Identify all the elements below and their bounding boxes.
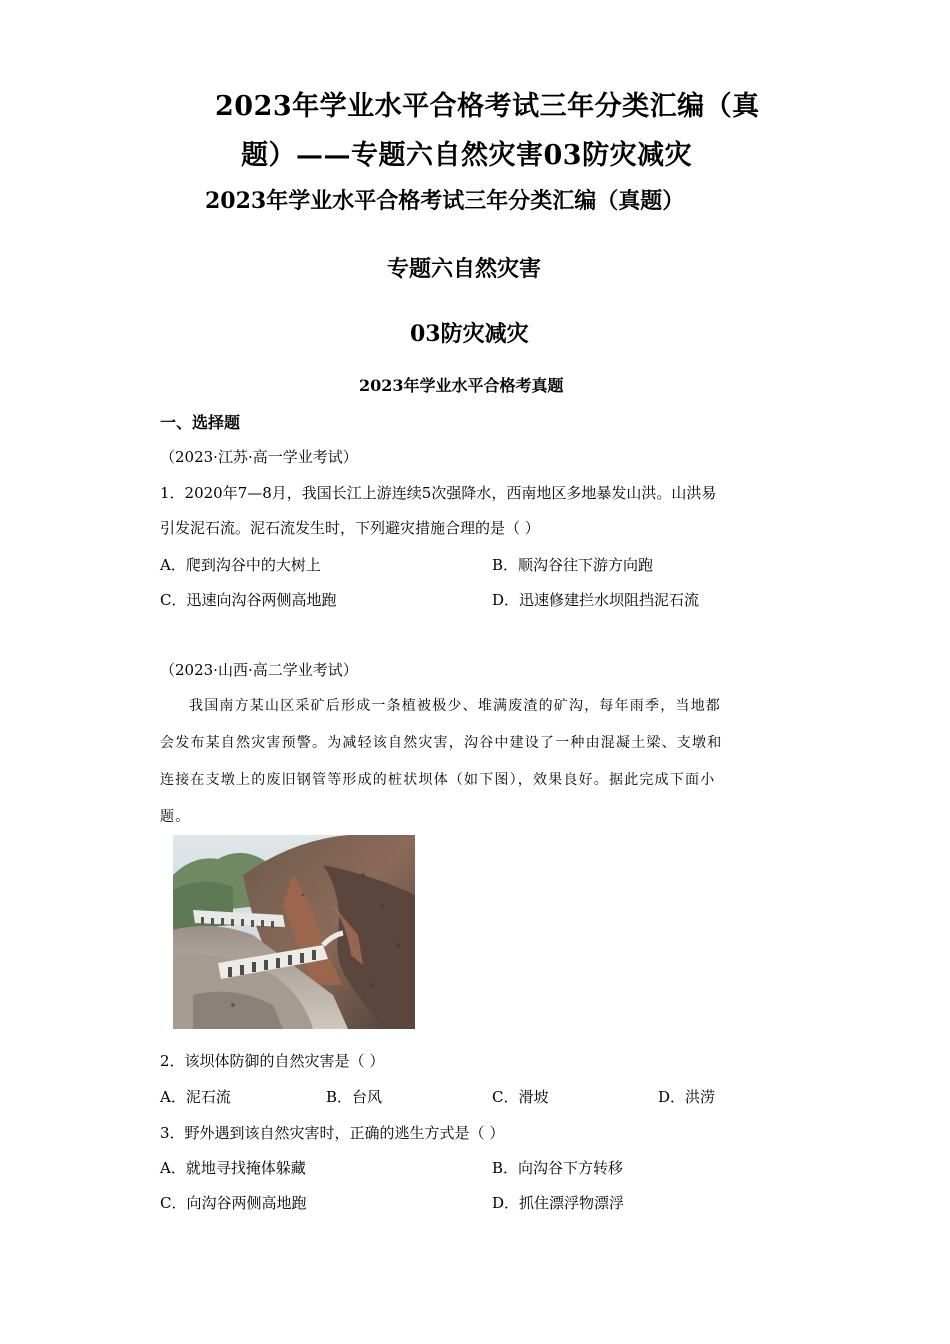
q1-option-c: C．迅速向沟谷两侧高地跑 bbox=[160, 591, 337, 609]
title-line-1: 2023年学业水平合格考试三年分类汇编（真 bbox=[215, 91, 760, 122]
section-heading: 2023年学业水平合格考真题 bbox=[359, 376, 564, 395]
title-line-2: 题）——专题六自然灾害03防灾减灾 bbox=[241, 140, 693, 171]
q2-option-c: C．滑坡 bbox=[492, 1088, 549, 1106]
q1-stem-line-2: 引发泥石流。泥石流发生时，下列避灾措施合理的是（ ） bbox=[160, 519, 540, 537]
part-heading: 一、选择题 bbox=[160, 413, 241, 432]
material-line-1: 我国南方某山区采矿后形成一条植被极少、堆满废渣的矿沟，每年雨季，当地都 bbox=[189, 698, 721, 714]
material-line-4: 题。 bbox=[160, 809, 191, 825]
q3-option-d: D．抓住漂浮物漂浮 bbox=[492, 1194, 625, 1212]
subtitle-series: 2023年学业水平合格考试三年分类汇编（真题） bbox=[205, 188, 685, 214]
q1-source: （2023·江苏·高一学业考试） bbox=[160, 448, 358, 466]
q1-stem-line-1: 1．2020年7—8月，我国长江上游连续5次强降水，西南地区多地暴发山洪。山洪易 bbox=[160, 484, 717, 502]
q2-stem: 2．该坝体防御的自然灾害是（ ） bbox=[160, 1052, 385, 1070]
q3-option-c: C．向沟谷两侧高地跑 bbox=[160, 1194, 307, 1212]
q1-option-a: A．爬到沟谷中的大树上 bbox=[160, 556, 321, 574]
subtitle-section: 03防灾减灾 bbox=[410, 321, 529, 347]
subtitle-topic: 专题六自然灾害 bbox=[387, 256, 542, 282]
material-source: （2023·山西·高二学业考试） bbox=[160, 661, 358, 679]
dam-photo bbox=[173, 835, 415, 1029]
q3-option-b: B．向沟谷下方转移 bbox=[492, 1159, 624, 1177]
q3-stem: 3．野外遇到该自然灾害时，正确的逃生方式是（ ） bbox=[160, 1124, 505, 1142]
material-line-3: 连接在支墩上的废旧钢管等形成的桩状坝体（如下图），效果良好。据此完成下面小 bbox=[160, 772, 716, 788]
q1-option-b: B．顺沟谷往下游方向跑 bbox=[492, 556, 654, 574]
q1-option-d: D．迅速修建拦水坝阻挡泥石流 bbox=[492, 591, 700, 609]
q2-option-b: B．台风 bbox=[326, 1088, 383, 1106]
q2-option-d: D．洪涝 bbox=[658, 1088, 716, 1106]
q2-option-a: A．泥石流 bbox=[160, 1088, 231, 1106]
material-line-2: 会发布某自然灾害预警。为减轻该自然灾害，沟谷中建设了一种由混凝土梁、支墩和 bbox=[160, 735, 723, 751]
q3-option-a: A．就地寻找掩体躲藏 bbox=[160, 1159, 306, 1177]
